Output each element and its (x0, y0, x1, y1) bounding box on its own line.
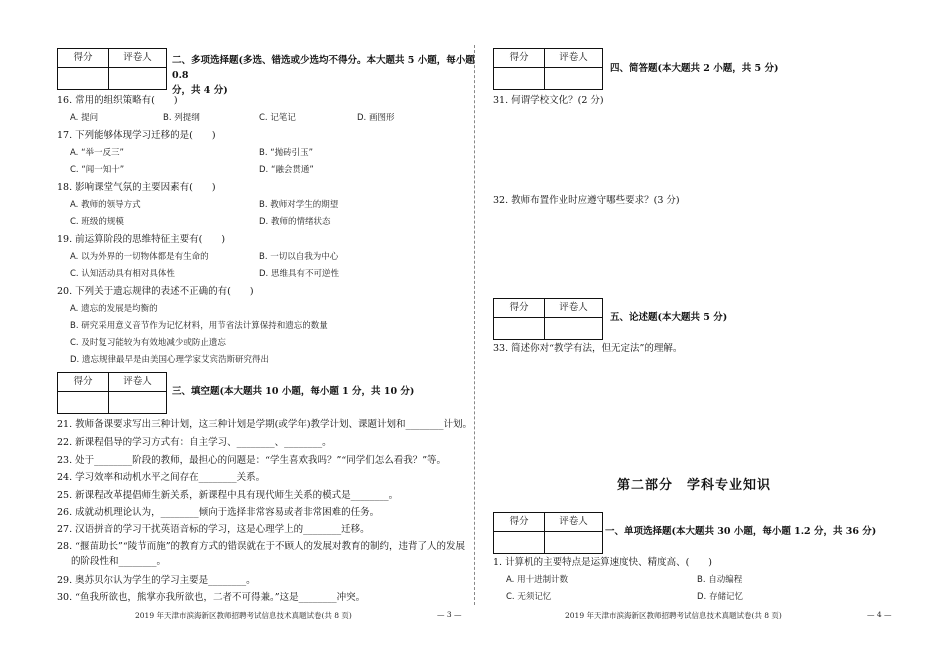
q20-option-c: C. 及时复习能较为有效地减少或防止遗忘 (70, 338, 226, 348)
q16-option-c: C. 记笔记 (259, 113, 296, 123)
grader-label: 评卷人 (545, 49, 602, 68)
q18-option-c: C. 班级的规模 (70, 217, 124, 227)
exam-page-4 (475, 0, 950, 650)
q1-option-b: B. 自动编程 (697, 575, 743, 585)
question-19: 19. 前运算阶段的思维特征主要有( ) (57, 234, 226, 245)
score-box (493, 512, 603, 554)
question-31: 31. 何谓学校文化？(2 分) (493, 95, 604, 106)
q20-option-d: D. 遗忘规律最早是由美国心理学家艾宾浩斯研究得出 (70, 355, 269, 365)
question-33: 33. 简述你对“教学有法，但无定法”的理解。 (493, 343, 683, 354)
q19-option-d: D. 思维具有不可逆性 (259, 269, 339, 279)
question-1: 1. 计算机的主要特点是运算速度快、精度高、( ) (493, 557, 712, 568)
q18-option-a: A. 教师的领导方式 (70, 200, 141, 210)
q1-option-a: A. 用十进制计数 (506, 575, 569, 585)
q16-option-a: A. 提问 (70, 113, 99, 123)
q17-option-c: C. “闻一知十” (70, 165, 125, 175)
q20-option-a: A. 遗忘的发展是均衡的 (70, 304, 158, 314)
fill-question-28-cont: 的阶段性和________。 (71, 556, 167, 567)
q19-option-a: A. 以为外界的一切物体都是有生命的 (70, 252, 209, 262)
section-4-heading: 四、简答题(本大题共 2 小题，共 5 分) (610, 63, 779, 74)
score-label: 得分 (58, 49, 108, 68)
page-footer: 2019 年天津市滨海新区教师招聘考试信息技术真题试卷(共 8 页) (565, 611, 782, 620)
score-box (57, 48, 167, 90)
page-footer: 2019 年天津市滨海新区教师招聘考试信息技术真题试卷(共 8 页) (135, 611, 352, 620)
q19-option-c: C. 认知活动具有相对具体性 (70, 269, 175, 279)
section-1-heading: 一、单项选择题(本大题共 30 小题，每小题 1.2 分，共 36 分) (605, 526, 877, 537)
q16-option-b: B. 列提纲 (163, 113, 200, 123)
score-label: 得分 (494, 513, 544, 532)
fill-question-24: 24. 学习效率和动机水平之间存在________关系。 (57, 472, 266, 483)
grader-label: 评卷人 (545, 299, 602, 318)
page-number: — 4 — (867, 610, 892, 619)
section-5-heading: 五、论述题(本大题共 5 分) (610, 312, 728, 323)
q17-option-b: B. “抛砖引玉” (259, 148, 314, 158)
page-number: — 3 — (437, 610, 462, 619)
fill-question-27: 27. 汉语拼音的学习干扰英语音标的学习，这是心理学上的________迁移。 (57, 524, 370, 535)
q17-option-a: A. “举一反三” (70, 148, 124, 158)
fill-question-22: 22. 新课程倡导的学习方式有：自主学习、________、________。 (57, 437, 332, 448)
question-20: 20. 下列关于遗忘规律的表述不正确的有( ) (57, 286, 254, 297)
score-box (493, 298, 603, 340)
section-2-heading: 二、多项选择题(多选、错选或少选均不得分。本大题共 5 小题，每小题 0.8 分，共 4 分) (172, 55, 475, 96)
score-label: 得分 (58, 373, 108, 392)
q1-option-c: C. 无须记忆 (506, 592, 552, 602)
score-label: 得分 (494, 299, 544, 318)
score-box (493, 48, 603, 90)
question-32: 32. 教师布置作业时应遵守哪些要求？(3 分) (493, 195, 680, 206)
score-label: 得分 (494, 49, 544, 68)
fill-question-21: 21. 教师备课要求写出三种计划，这三种计划是学期(或学年)教学计划、课题计划和________计划。 (57, 419, 473, 430)
part-2-title: 第二部分 学科专业知识 (617, 478, 772, 493)
fill-question-25: 25. 新课程改革提倡师生新关系，新课程中具有现代师生关系的模式是________。 (57, 490, 399, 501)
fill-question-26: 26. 成就动机理论认为，________倾向于选择非常容易或者非常困难的任务。 (57, 507, 380, 518)
grader-label: 评卷人 (109, 49, 166, 68)
grader-label: 评卷人 (109, 373, 166, 392)
q1-option-d: D. 存储记忆 (697, 592, 743, 602)
question-17: 17. 下列能够体现学习迁移的是( ) (57, 130, 216, 141)
fill-question-30: 30. “鱼我所欲也，熊掌亦我所欲也，二者不可得兼。”这是________冲突。 (57, 592, 366, 603)
q17-option-d: D. “融会贯通” (259, 165, 314, 175)
score-box (57, 372, 167, 414)
q18-option-b: B. 教师对学生的期望 (259, 200, 339, 210)
q16-option-d: D. 画图形 (357, 113, 395, 123)
q18-option-d: D. 教师的情绪状态 (259, 217, 331, 227)
section-3-heading: 三、填空题(本大题共 10 小题，每小题 1 分，共 10 分) (172, 386, 415, 397)
fill-question-23: 23. 处于________阶段的教师，最担心的问题是：“学生喜欢我吗？”“同学们怎么看我？”等。 (57, 455, 447, 466)
fill-question-28: 28. “揠苗助长”“陵节而施”的教育方式的错误就在于不顾人的发展对教育的制约，违背了人的发展 (57, 541, 466, 552)
q19-option-b: B. 一切以自我为中心 (259, 252, 339, 262)
question-16: 16. 常用的组织策略有( ) (57, 95, 178, 106)
grader-label: 评卷人 (545, 513, 602, 532)
fill-question-29: 29. 奥苏贝尔认为学生的学习主要是________。 (57, 575, 256, 586)
q20-option-b: B. 研究采用意义音节作为记忆材料，用节省法计算保持和遗忘的数量 (70, 321, 328, 331)
question-18: 18. 影响课堂气氛的主要因素有( ) (57, 182, 216, 193)
